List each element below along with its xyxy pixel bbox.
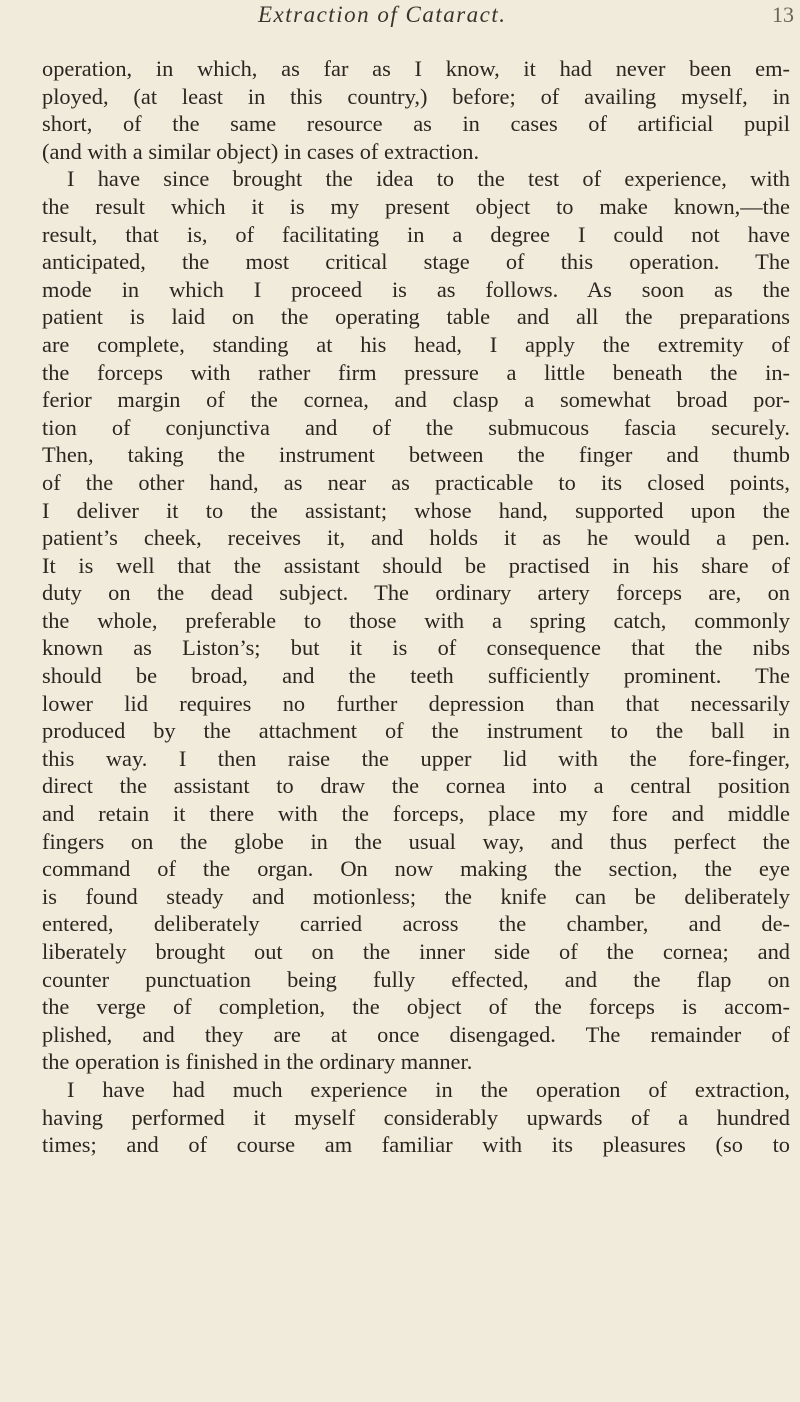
text-line: are complete, standing at his head, I apply the extremity of	[42, 331, 790, 357]
text-line: liberately brought out on the inner side of the cornea; and	[42, 939, 790, 964]
text-line: known as Liston’s; but it is of consequence that the nibs	[42, 635, 790, 661]
text-line: I deliver it to the assistant; whose hand, supported upon the	[42, 497, 790, 523]
text-line: the whole, preferable to those with a spring catch, commonly	[42, 607, 790, 633]
text-line: is found steady and motionless; the knife can be deliberately	[42, 883, 790, 909]
running-head	[0, 2, 800, 42]
text-line: and retain it there with the forceps, place my fore and middle	[42, 801, 790, 827]
text-line: command of the organ. On now making the section, the eye	[42, 856, 790, 882]
text-line: I have had much experience in the operation of extraction,	[67, 1076, 790, 1102]
text-line: operation, in which, as far as I know, it had never been em-	[42, 56, 790, 81]
running-head-title: Extraction of Cataract.	[258, 2, 507, 27]
text-line: duty on the dead subject. The ordinary artery forceps are, on	[42, 580, 790, 606]
text-line: patient’s cheek, receives it, and holds it as he would a pen.	[42, 525, 790, 551]
text-line: the result which it is my present object to make known,—the	[42, 193, 790, 219]
page-number: 13	[772, 2, 794, 27]
text-line: anticipated, the most critical stage of this operation. The	[42, 249, 790, 275]
text-line: ployed, (at least in this country,) before; of availing myself, in	[42, 83, 790, 109]
text-line: tion of conjunctiva and of the submucous fascia securely.	[42, 414, 790, 440]
text-line: lower lid requires no further depression than that necessarily	[42, 690, 790, 716]
text-line: this way. I then raise the upper lid with the fore-finger,	[42, 745, 790, 771]
text-line: fingers on the globe in the usual way, and thus perfect the	[42, 828, 790, 854]
text-line: the operation is finished in the ordinary manner.	[42, 1049, 473, 1075]
text-line: direct the assistant to draw the cornea into a central position	[42, 773, 790, 799]
text-line: counter punctuation being fully effected, and the flap on	[42, 966, 790, 992]
text-line: times; and of course am familiar with its pleasures (so to	[42, 1132, 790, 1158]
text-line: Then, taking the instrument between the finger and thumb	[42, 442, 790, 468]
text-line: plished, and they are at once disengaged. The remainder of	[42, 1021, 790, 1047]
text-line: entered, deliberately carried across the chamber, and de-	[42, 911, 790, 937]
text-line: having performed it myself considerably upwards of a hundred	[42, 1104, 790, 1130]
text-line: I have since brought the idea to the test of experience, with	[67, 166, 790, 192]
text-line: (and with a similar object) in cases of extraction.	[42, 138, 480, 164]
text-line: It is well that the assistant should be practised in his share of	[42, 552, 790, 578]
text-line: produced by the attachment of the instrument to the ball in	[42, 718, 790, 744]
body-text	[42, 55, 790, 1159]
text-line: patient is laid on the operating table and all the preparations	[42, 304, 790, 330]
text-line: result, that is, of facilitating in a degree I could not have	[42, 221, 790, 247]
text-line: the verge of completion, the object of the forceps is accom-	[42, 994, 790, 1020]
text-line: mode in which I proceed is as follows. As soon as the	[42, 276, 790, 302]
text-line: should be broad, and the teeth sufficiently prominent. The	[42, 663, 790, 689]
text-line: the forceps with rather firm pressure a little beneath the in-	[42, 359, 790, 385]
text-line: short, of the same resource as in cases of artificial pupil	[42, 111, 790, 137]
text-line: of the other hand, as near as practicable to its closed points,	[42, 469, 790, 495]
text-line: ferior margin of the cornea, and clasp a somewhat broad por-	[42, 387, 790, 413]
